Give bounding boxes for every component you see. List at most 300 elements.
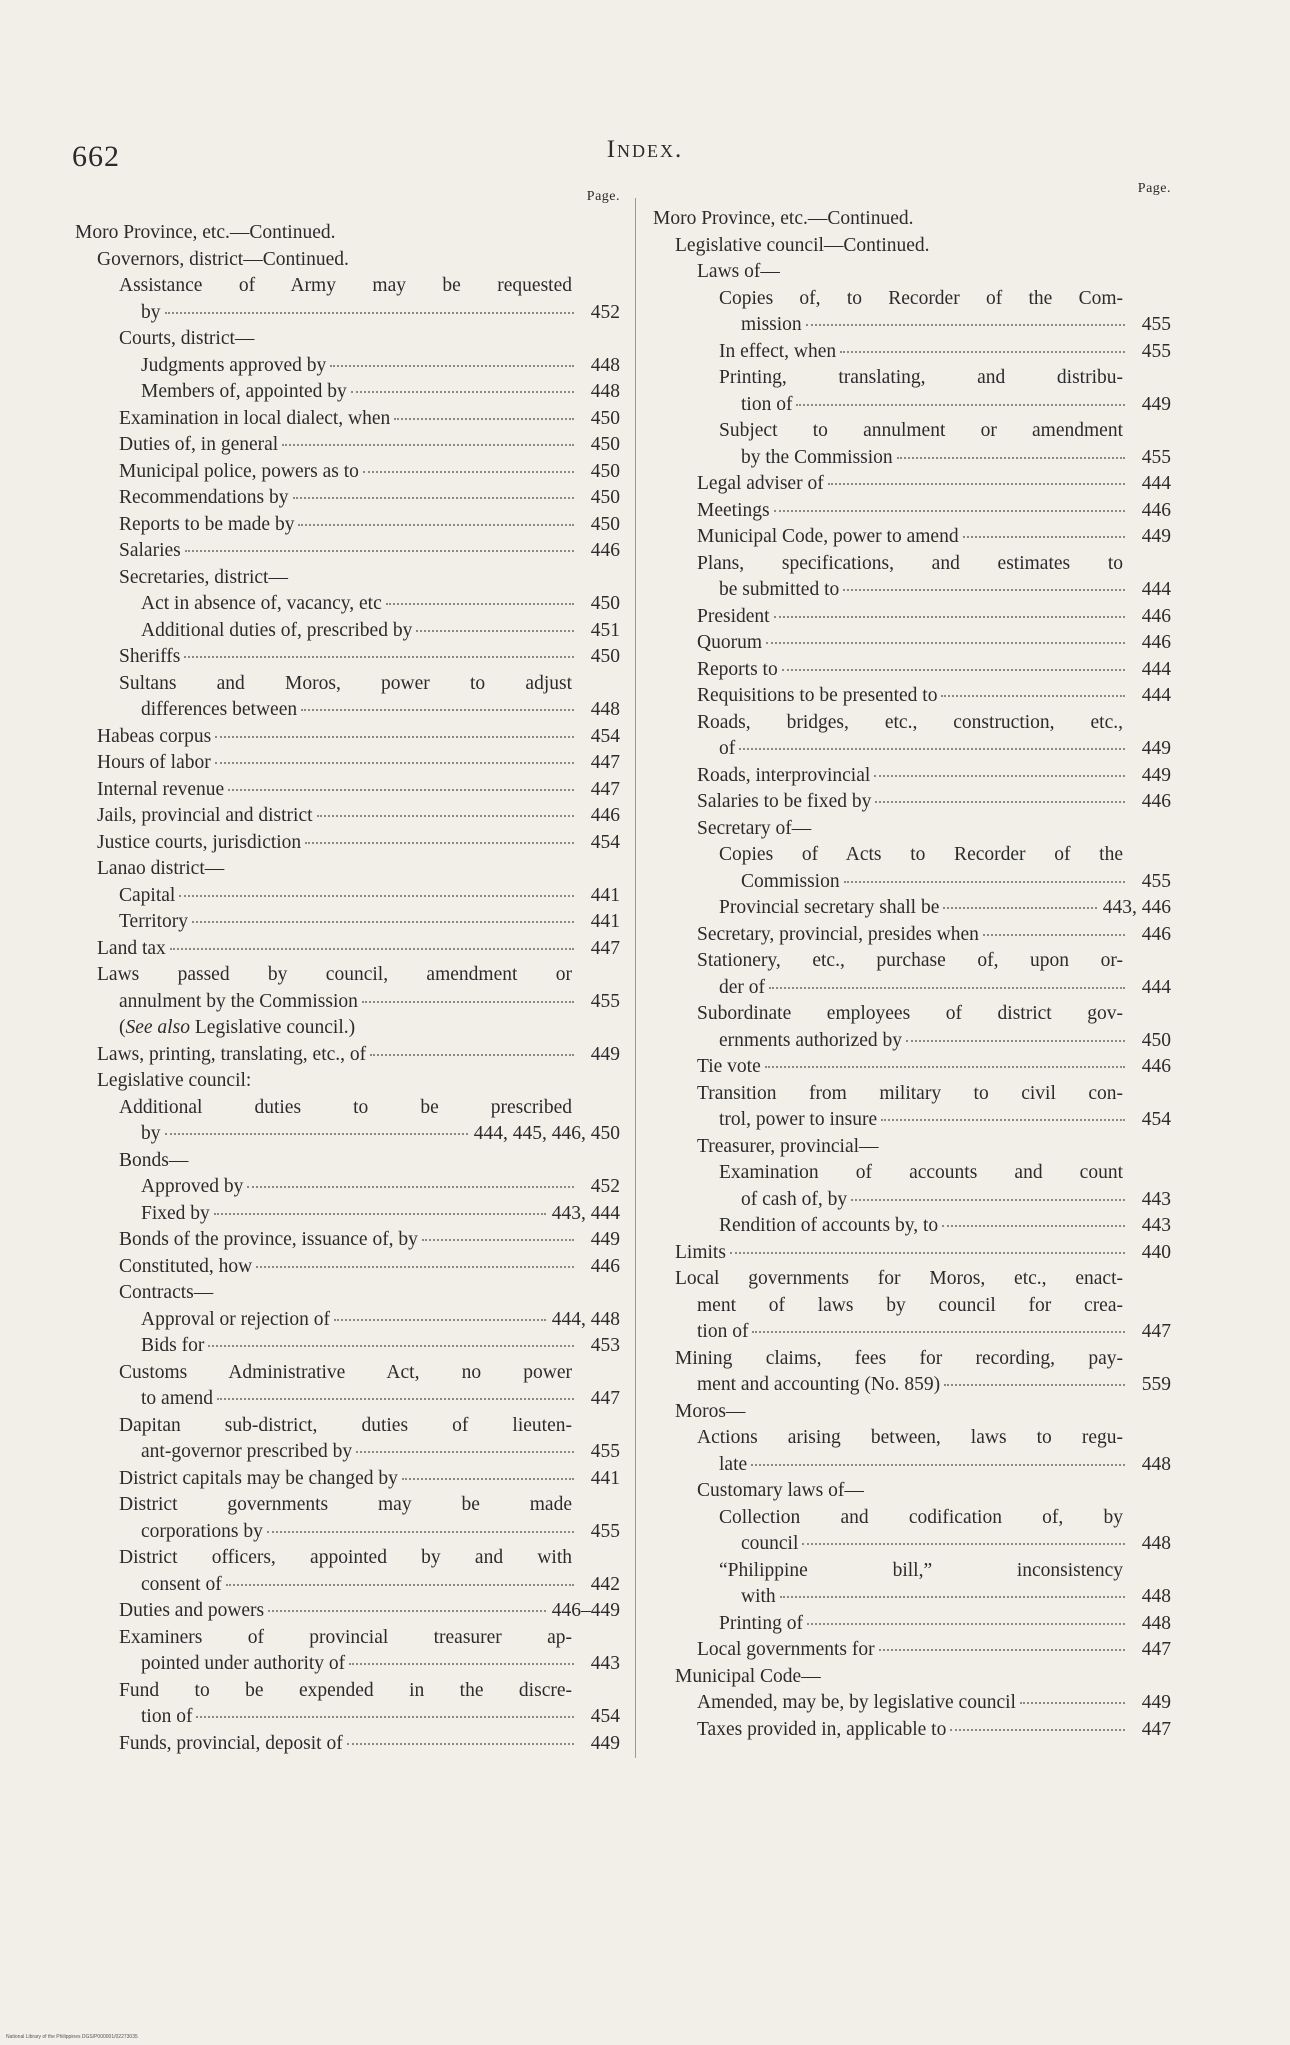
page-ref: 444 [1141, 579, 1171, 600]
page-ref: 455 [590, 1441, 620, 1462]
page-ref: 455 [1141, 314, 1171, 335]
dot-leader [774, 509, 1125, 512]
page-ref: 454 [1141, 1109, 1171, 1130]
dot-leader [301, 708, 574, 711]
dot-leader [766, 641, 1125, 644]
dot-leader [802, 1542, 1125, 1545]
dot-leader [165, 311, 575, 314]
page-ref: 444 [1141, 658, 1171, 680]
index-entry [653, 551, 1171, 604]
entry-text: Assistance of Army may be requested [119, 275, 572, 296]
page-ref: 446 [590, 1255, 620, 1277]
dot-leader [179, 894, 574, 897]
page-ref: 448 [590, 354, 620, 376]
entry-text: District capitals may be changed by [119, 1467, 398, 1489]
index-entry [75, 273, 620, 326]
entry-text: der of [719, 976, 766, 998]
entry-text: Copies of Acts to Recorder of the [719, 844, 1123, 865]
index-entry [653, 339, 1171, 366]
index-entry [653, 1054, 1171, 1081]
dot-leader [256, 1265, 574, 1268]
index-entry [75, 830, 620, 857]
page-ref: 447 [1141, 1718, 1171, 1740]
entry-text: of cash of, by [741, 1188, 848, 1210]
entry-text: Laws, printing, translating, etc., of [97, 1043, 367, 1065]
entry-text: Local governments for [697, 1639, 875, 1660]
entry-text: Reports to be made by [119, 513, 295, 535]
index-entry [653, 842, 1171, 895]
index-entry [653, 418, 1171, 471]
index-entry [653, 206, 1171, 233]
index-entry [75, 1492, 620, 1545]
entry-text: Secretaries, district— [119, 566, 288, 588]
page-ref: 446 [1141, 499, 1171, 521]
dot-leader [844, 880, 1125, 883]
entry-text: Local governments for Moros, etc., enact- [675, 1268, 1123, 1289]
index-entry [653, 1240, 1171, 1267]
index-entry [75, 1545, 620, 1598]
entry-text: Collection and codification of, by [719, 1506, 1123, 1528]
index-entry [653, 286, 1171, 339]
index-entry [75, 432, 620, 459]
entry-text: Additional duties of, prescribed by [141, 619, 413, 641]
index-entry [653, 630, 1171, 657]
entry-text: President [697, 605, 770, 627]
index-entry [653, 1001, 1171, 1054]
entry-text: Jails, provincial and district [97, 805, 313, 826]
index-entry [75, 803, 620, 830]
index-entry [75, 724, 620, 751]
page-ref: 455 [1141, 340, 1171, 362]
entry-text: Commission [741, 870, 840, 892]
entry-text: Members of, appointed by [141, 381, 347, 402]
dot-leader [330, 364, 574, 367]
entry-text: Meetings [697, 499, 770, 521]
page-ref: 452 [590, 1176, 620, 1197]
index-entry [75, 1360, 620, 1413]
index-entry [75, 936, 620, 963]
dot-leader [807, 1622, 1125, 1625]
index-entry [75, 1413, 620, 1466]
page-ref: 446 [1141, 605, 1171, 627]
page-ref: 443 [1141, 1188, 1171, 1210]
entry-text: Duties and powers [119, 1600, 265, 1621]
entry-text: annulment by the Commission [119, 990, 358, 1012]
dot-leader [362, 1000, 574, 1003]
index-entry [653, 1717, 1171, 1744]
dot-leader [226, 1583, 574, 1586]
dot-leader [351, 390, 574, 393]
entry-text: Funds, provincial, deposit of [119, 1732, 343, 1754]
dot-leader [796, 403, 1125, 406]
dot-leader [782, 668, 1125, 671]
index-entry [75, 1015, 620, 1042]
page-ref: 443 [1141, 1215, 1171, 1236]
page-ref: 452 [590, 301, 620, 323]
entry-text: Constituted, how [119, 1255, 253, 1277]
page-ref: 446 [590, 805, 620, 826]
index-entry [653, 683, 1171, 710]
dot-leader [774, 615, 1125, 618]
index-entry [653, 1399, 1171, 1426]
index-entry [653, 524, 1171, 551]
index-entry [653, 498, 1171, 525]
entry-text: Transition from military to civil con- [697, 1082, 1123, 1104]
entry-text: Contracts— [119, 1282, 214, 1303]
entry-text: Treasurer, provincial— [697, 1135, 879, 1157]
entry-text: Judgments approved by [141, 354, 327, 376]
index-entry [653, 1134, 1171, 1161]
index-entry [75, 1333, 620, 1360]
entry-text: late [719, 1453, 748, 1475]
page-ref: 450 [590, 460, 620, 482]
index-entry [653, 1505, 1171, 1558]
entry-text: Stationery, etc., purchase of, upon or- [697, 950, 1123, 971]
dot-leader [739, 747, 1125, 750]
dot-leader [881, 1118, 1125, 1121]
page-ref: 446 [590, 540, 620, 561]
page-ref: 455 [1141, 870, 1171, 892]
dot-leader [356, 1450, 574, 1453]
index-entry [75, 1254, 620, 1281]
dot-leader [293, 496, 574, 499]
entry-text: Bids for [141, 1335, 205, 1356]
entry-text: Tie vote [697, 1056, 761, 1077]
page-ref: 446 [1141, 923, 1171, 945]
entry-text: Governors, district—Continued. [97, 248, 349, 270]
index-entry [75, 1068, 620, 1095]
page-ref: 450 [590, 487, 620, 508]
column-divider [635, 198, 636, 1758]
dot-leader [370, 1053, 574, 1056]
dot-leader [780, 1595, 1125, 1598]
entry-text: Bonds of the province, issuance of, by [119, 1229, 418, 1250]
index-entry [75, 750, 620, 777]
entry-text: corporations by [141, 1520, 263, 1542]
dot-leader [906, 1039, 1125, 1042]
index-entry [653, 1478, 1171, 1505]
entry-text: Lanao district— [97, 858, 225, 879]
entry-text: Territory [119, 911, 189, 932]
dot-leader [317, 814, 574, 817]
index-entry [653, 1637, 1171, 1664]
index-entry [653, 789, 1171, 816]
page-ref: 450 [1141, 1029, 1171, 1051]
entry-text: District officers, appointed by and with [119, 1547, 572, 1568]
page-ref: 449 [590, 1732, 620, 1754]
entry-text: Examination of accounts and count [719, 1162, 1123, 1183]
entry-text: Recommendations by [119, 487, 289, 508]
entry-text: Salaries [119, 540, 181, 561]
dot-leader [950, 1728, 1125, 1731]
index-entry [75, 962, 620, 1015]
index-entry [75, 220, 620, 247]
entry-text: by [141, 1123, 161, 1144]
entry-text: council [741, 1533, 799, 1554]
entry-text: by the Commission [741, 446, 893, 468]
index-entry [653, 763, 1171, 790]
page-ref: 453 [590, 1335, 620, 1356]
index-entry [75, 406, 620, 433]
dot-leader [394, 417, 574, 420]
dot-leader [347, 1742, 574, 1745]
index-entry [75, 1598, 620, 1625]
entry-text: Laws passed by council, amendment or [97, 964, 572, 985]
entry-text: Salaries to be fixed by [697, 791, 872, 812]
entry-text: by [141, 301, 161, 323]
page-number: 662 [72, 140, 120, 173]
entry-text: Courts, district— [119, 328, 255, 349]
page-ref: 449 [1141, 738, 1171, 759]
index-entry [75, 1201, 620, 1228]
page-ref: 455 [1141, 446, 1171, 468]
page-ref: 450 [590, 593, 620, 614]
dot-leader [214, 1212, 546, 1215]
index-entry [75, 618, 620, 645]
index-column-right [653, 181, 1171, 1743]
index-entry [75, 538, 620, 565]
dot-leader [334, 1318, 546, 1321]
dot-leader [874, 774, 1125, 777]
page-ref: 441 [590, 884, 620, 906]
page-ref: 446 [1141, 632, 1171, 653]
page-ref: 455 [590, 990, 620, 1012]
dot-leader [349, 1662, 574, 1665]
index-entry [75, 909, 620, 936]
page-ref: 444, 448 [551, 1308, 620, 1330]
dot-leader [268, 1609, 546, 1612]
entry-text: of [719, 738, 736, 759]
entry-text: Legislative council: [97, 1070, 252, 1091]
entry-text: mission [741, 314, 802, 335]
page-ref: 444 [1141, 976, 1171, 998]
entry-text: Amended, may be, by legislative council [697, 1692, 1016, 1713]
index-entry [75, 591, 620, 618]
entry-text: Additional duties to be prescribed [119, 1096, 572, 1118]
entry-text: Justice courts, jurisdiction [97, 831, 302, 853]
entry-text: ernments authorized by [719, 1029, 903, 1051]
dot-leader [402, 1477, 574, 1480]
index-entry [75, 326, 620, 353]
page-ref: 450 [590, 646, 620, 667]
index-entry [75, 1280, 620, 1307]
entry-text: Roads, interprovincial [697, 764, 871, 786]
entry-text: tion of [741, 393, 793, 415]
dot-leader [305, 841, 574, 844]
index-entry [75, 485, 620, 512]
page-ref: 446 [1141, 1056, 1171, 1077]
dot-leader [215, 761, 574, 764]
entry-text: Legal adviser of [697, 473, 824, 494]
index-entry [653, 1213, 1171, 1240]
index-entry [653, 948, 1171, 1001]
index-entry [75, 1466, 620, 1493]
index-entry [653, 1346, 1171, 1399]
page-column-heading: Page. [586, 189, 620, 204]
dot-leader [196, 1715, 574, 1718]
page-ref: 449 [1141, 526, 1171, 547]
dot-leader [208, 1344, 574, 1347]
index-entry [75, 777, 620, 804]
index-entry [75, 1148, 620, 1175]
index-entry [653, 1081, 1171, 1134]
entry-text: Moro Province, etc.—Continued. [75, 222, 336, 243]
dot-leader [944, 1383, 1125, 1386]
entry-text: Sultans and Moros, power to adjust [119, 672, 572, 694]
index-entry [653, 710, 1171, 763]
page-ref: 440 [1141, 1241, 1171, 1263]
entry-text: Customary laws of— [697, 1480, 864, 1501]
entry-text: Duties of, in general [119, 434, 279, 455]
index-entry [653, 816, 1171, 843]
entry-text: “Philippine bill,” inconsistency [719, 1559, 1123, 1581]
index-entry [75, 1307, 620, 1334]
entry-text: Municipal Code— [675, 1665, 821, 1687]
entry-text: Land tax [97, 937, 166, 959]
page-ref: 450 [590, 407, 620, 429]
index-column-left [75, 190, 620, 1757]
running-head: Index. [606, 136, 684, 163]
page-ref: 446–449 [551, 1600, 620, 1621]
index-entry [75, 1227, 620, 1254]
entry-text: Hours of labor [97, 752, 211, 773]
index-entry [653, 922, 1171, 949]
index-entry [75, 247, 620, 274]
entry-text: Quorum [697, 632, 762, 653]
dot-leader [282, 443, 574, 446]
page-ref: 448 [590, 381, 620, 402]
entry-text: Bonds— [119, 1149, 189, 1171]
index-entry [653, 259, 1171, 286]
page-ref: 448 [1141, 1453, 1171, 1475]
page-ref: 454 [590, 725, 620, 747]
dot-leader [806, 323, 1125, 326]
page-ref: 448 [1141, 1612, 1171, 1634]
dot-leader [765, 1065, 1125, 1068]
dot-leader [1020, 1701, 1125, 1704]
page-ref: 559 [1141, 1374, 1171, 1395]
page-ref: 443, 446 [1102, 897, 1171, 918]
page-ref: 447 [590, 1388, 620, 1409]
dot-leader [165, 1132, 468, 1135]
page-ref: 451 [590, 619, 620, 641]
page-ref: 449 [1141, 764, 1171, 786]
page-ref: 442 [590, 1573, 620, 1595]
index-entry [75, 1174, 620, 1201]
entry-text: be submitted to [719, 579, 840, 600]
entry-text: District governments may be made [119, 1494, 572, 1515]
entry-text: tion of [141, 1706, 193, 1727]
entry-text: Printing of [719, 1612, 803, 1634]
index-entry [75, 459, 620, 486]
entry-text: Moro Province, etc.—Continued. [653, 208, 914, 229]
page-ref: 455 [590, 1520, 620, 1542]
entry-text: tion of [697, 1321, 749, 1342]
page-ref: 448 [590, 699, 620, 720]
page-column-heading: Page. [1137, 181, 1171, 196]
entry-text: with [741, 1586, 776, 1607]
entry-text: Internal revenue [97, 778, 225, 800]
entry-text: Fixed by [141, 1202, 210, 1224]
index-entry [75, 856, 620, 883]
entry-text: Copies of, to Recorder of the Com- [719, 287, 1123, 309]
dot-leader [267, 1530, 574, 1533]
dot-leader [192, 920, 574, 923]
index-entry [75, 353, 620, 380]
dot-leader [941, 694, 1125, 697]
page-ref: 444 [1141, 685, 1171, 706]
page-ref: 449 [1141, 1692, 1171, 1713]
dot-leader [851, 1198, 1125, 1201]
entry-text: Habeas corpus [97, 725, 212, 747]
page-ref: 449 [590, 1043, 620, 1065]
dot-leader [416, 629, 574, 632]
dot-leader [386, 602, 574, 605]
entry-text: Reports to [697, 658, 778, 680]
dot-leader [247, 1185, 574, 1188]
entry-text: Act in absence of, vacancy, etc [141, 593, 382, 614]
index-entry [653, 471, 1171, 498]
index-entry [653, 1664, 1171, 1691]
index-entry [653, 657, 1171, 684]
page-ref: 444, 445, 446, 450 [473, 1123, 620, 1144]
index-entry [75, 1678, 620, 1731]
page-ref: 446 [1141, 791, 1171, 812]
dot-leader [217, 1397, 574, 1400]
index-entry [653, 1690, 1171, 1717]
entry-text: Examiners of provincial treasurer ap- [119, 1626, 572, 1648]
index-entry [75, 565, 620, 592]
index-entry [653, 604, 1171, 631]
dot-leader [422, 1238, 574, 1241]
entry-text: (See also Legislative council.) [119, 1017, 356, 1038]
entry-text: Rendition of accounts by, to [719, 1215, 939, 1236]
entry-text: Plans, specifications, and estimates to [697, 552, 1123, 574]
entry-text: differences between [141, 699, 298, 720]
dot-leader [942, 1224, 1125, 1227]
index-entry [75, 644, 620, 671]
page-ref: 447 [1141, 1639, 1171, 1660]
dot-leader [828, 482, 1125, 485]
entry-text: Capital [119, 884, 176, 906]
entry-text: In effect, when [719, 340, 837, 362]
entry-text: Roads, bridges, etc., construction, etc., [697, 711, 1123, 733]
dot-leader [843, 588, 1125, 591]
index-entry [75, 883, 620, 910]
dot-leader [185, 549, 574, 552]
dot-leader [943, 906, 1096, 909]
entry-text: Laws of— [697, 261, 780, 282]
entry-text: Provincial secretary shall be [719, 897, 940, 918]
dot-leader [897, 456, 1125, 459]
index-entry [653, 365, 1171, 418]
index-entry [653, 1160, 1171, 1213]
entry-text: Fund to be expended in the discre- [119, 1679, 572, 1701]
dot-leader [363, 470, 574, 473]
entry-text: Approval or rejection of [141, 1308, 330, 1330]
entry-text: Actions arising between, laws to regu- [697, 1427, 1123, 1448]
dot-leader [170, 947, 574, 950]
page-ref: 447 [590, 937, 620, 959]
dot-leader [879, 1648, 1125, 1651]
index-entry [653, 233, 1171, 260]
page-ref: 441 [590, 911, 620, 932]
page-ref: 447 [590, 752, 620, 773]
entry-text: Approved by [141, 1176, 244, 1197]
index-entry [653, 1425, 1171, 1478]
page-ref: 450 [590, 513, 620, 535]
dot-leader [228, 788, 574, 791]
